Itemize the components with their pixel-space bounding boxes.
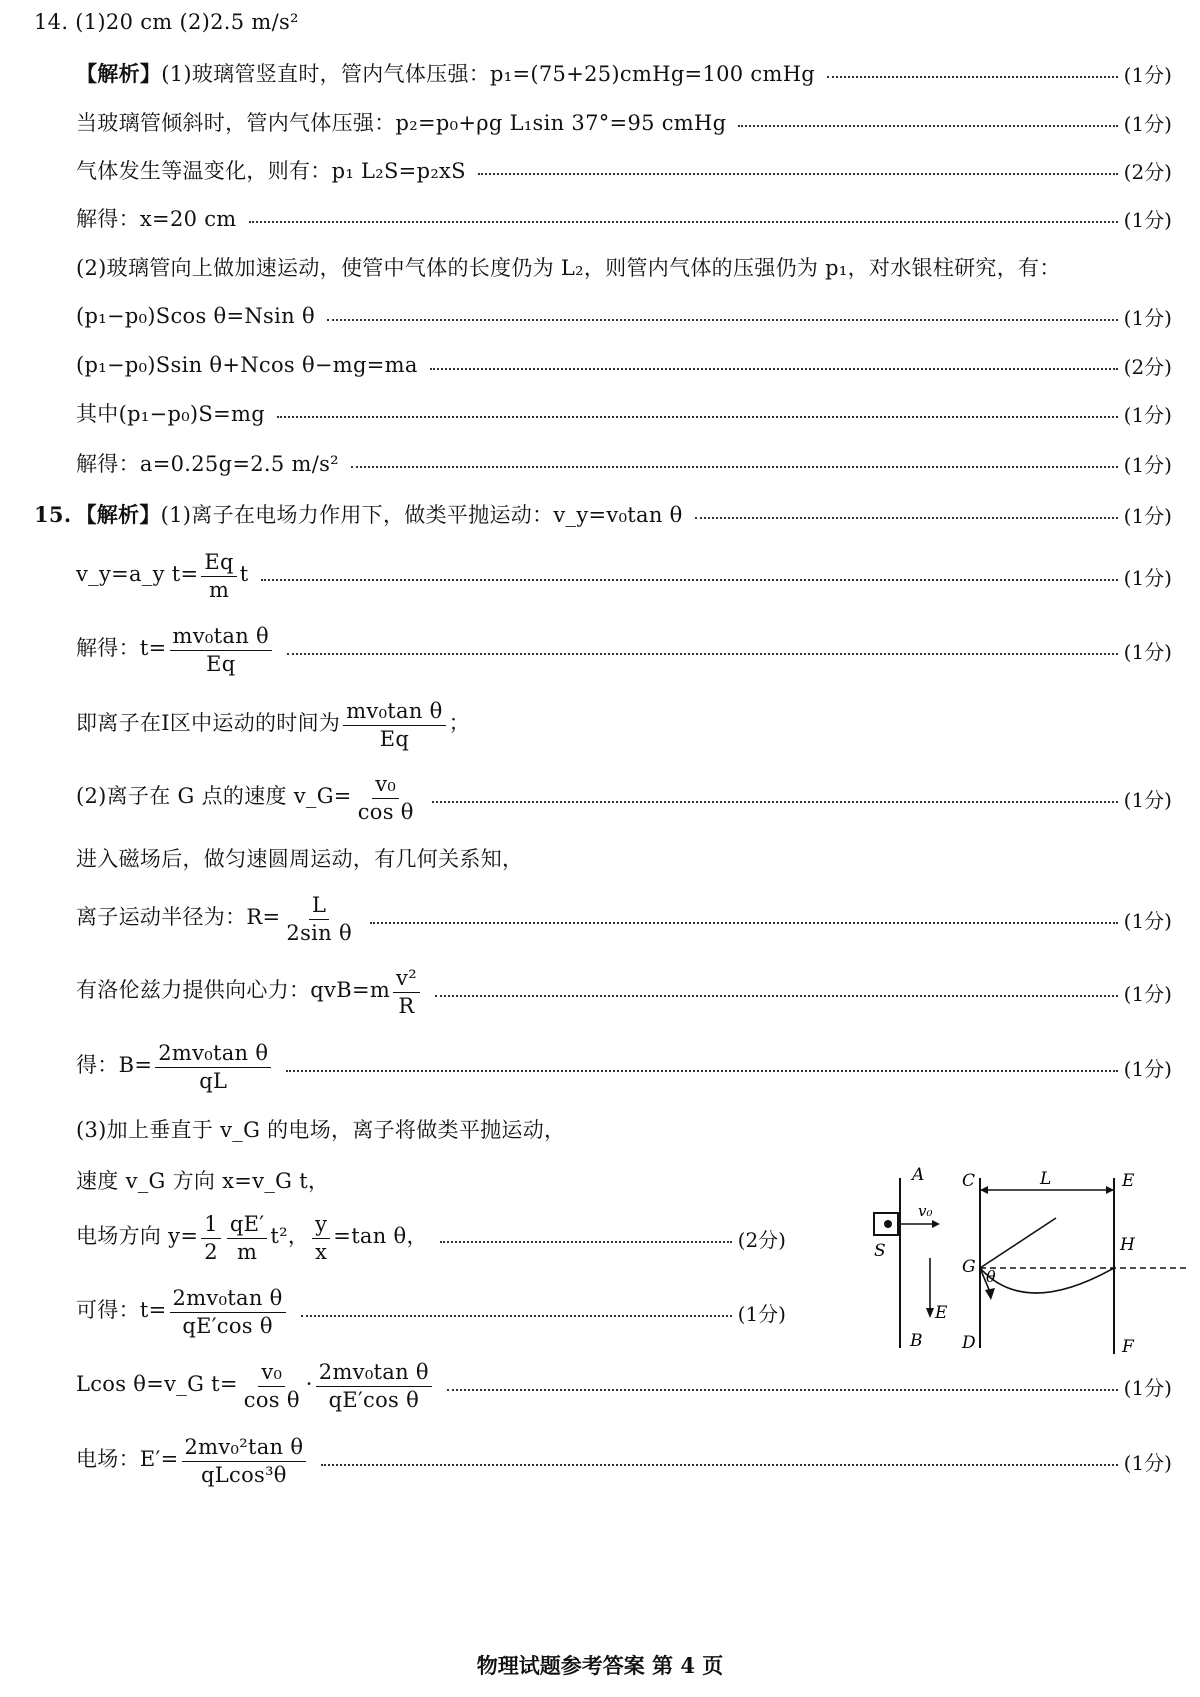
q14-line-8: 其中(p₁−p₀)S=mg (1分) [76,391,1172,435]
deflection-arrowhead [985,1288,995,1300]
dot-leader [440,1241,732,1243]
dimension-arrow-right [1106,1186,1114,1194]
score: (1分) [1123,908,1172,933]
q15-line-4: 即离子在Ⅰ区中运动的时间为 $\frac{\text{mv₀tan θ}}{Eq}$ ； [76,699,470,751]
q15-line-14: Lcos θ=v_G t= $\frac{\text{v₀}}{\text{cos θ}}$ · $\frac{\text{2mv₀tan θ}}{\text{qE′cos θ}}$ (1分) [76,1360,1172,1412]
score: (1分) [1123,452,1172,477]
score: (1分) [1123,305,1172,330]
q15-line-8: 有洛伦兹力提供向心力：qvB=m $\frac{\text{v²}}{R}$ (1分) [76,966,1172,1018]
q15-line-3: 解得：t= $\frac{\text{mv₀tan θ}}{Eq}$ (1分) [76,624,1172,676]
dot-leader [301,1315,732,1317]
score: (1分) [1123,639,1172,664]
label-a: A [912,1165,925,1185]
label-v0: v₀ [918,1202,933,1220]
q15-line-11: 速度 v_G 方向 x=v_G t， [76,1169,330,1193]
q15-line-7: 离子运动半径为：R= $\frac{L}{\text{2sin θ}}$ (1分) [76,893,1172,945]
fraction: $\frac{\text{2mv₀tan θ}}{qL}$ [155,1041,271,1092]
page-footer: 物理试题参考答案 第 4 页 [476,1653,724,1678]
dot-leader [286,1070,1117,1072]
straight-path [980,1218,1056,1268]
dot-leader [321,1464,1117,1466]
q15-line-10: (3)加上垂直于 v_G 的电场，离子将做类平抛运动， [76,1118,566,1142]
score: (1分) [1123,62,1172,87]
q14-line-1: 【解析】(1)玻璃管竖直时，管内气体压强：p₁=(75+25)cmHg=100 cmHg (1分) [76,51,1172,95]
score: (1分) [1123,1375,1172,1400]
dot-leader [327,319,1118,321]
analysis-tag: 【解析】 [75,502,161,527]
field-diagram [860,1158,1190,1358]
fraction: $\frac{Eq}{m}$ [201,550,236,601]
score: (1分) [1123,1450,1172,1475]
dot-leader [287,653,1118,655]
score: (1分) [1123,787,1172,812]
fraction: $\frac{\text{mv₀tan θ}}{Eq}$ [343,699,445,750]
field-arrowhead [926,1308,934,1318]
score: (2分) [1123,159,1172,184]
q14-line-9: 解得：a=0.25g=2.5 m/s² (1分) [76,441,1172,485]
fraction: $\frac{\text{v₀}}{\text{cos θ}}$ [357,772,414,824]
dot-leader [478,173,1118,175]
analysis-tag: 【解析】 [76,61,162,86]
fraction: $\frac{\text{2mv₀tan θ}}{\text{qE′cos θ}}$ [316,1360,432,1411]
score: (2分) [1123,354,1172,379]
label-h: H [1120,1235,1135,1255]
question-number: 15. [34,502,72,527]
q15-line-5: (2)离子在 G 点的速度 v_G= $\frac{\text{v₀}}{\text{cos θ}}$ (1分) [76,772,1172,824]
q15-line-15: 电场：E′= $\frac{\text{2mv₀²tan θ}}{\text{qLcos³θ}}$ (1分) [76,1435,1172,1487]
label-l: L [1040,1169,1052,1189]
q15-line-1: 15. 【解析】(1)离子在电场力作用下，做类平抛运动：v_y=v₀tan θ (1分) [34,492,1172,536]
q14-line-6: (p₁−p₀)Scos θ=Nsin θ (1分) [76,294,1172,338]
fraction: $\frac{y}{x}$ [312,1212,330,1263]
score: (1分) [1123,111,1172,136]
q14-answer: 14. (1)20 cm (2)2.5 m/s² [34,10,299,34]
q15-line-12: 电场方向 y= $\frac{1}{2}$ $\frac{qE'}{m}$ t²， $\frac{y}{x}$ =tan θ， (2分) [76,1212,786,1264]
q14-line-5: (2)玻璃管向上做加速运动，使管中气体的长度仍为 L₂，则管内气体的压强仍为 p₁，对水银柱研究，有： [76,256,1061,280]
fraction: $\frac{qE'}{m}$ [227,1212,267,1263]
score: (1分) [1123,503,1172,528]
q14-line-2: 当玻璃管倾斜时，管内气体压强：p₂=p₀+ρg L₁sin 37°=95 cmHg (1分) [76,100,1172,144]
q14-line-3: 气体发生等温变化，则有：p₁ L₂S=p₂xS (2分) [76,148,1172,192]
dot-leader [261,579,1118,581]
fraction: $\frac{\text{v₀}}{\text{cos θ}}$ [243,1360,300,1412]
score: (1分) [1123,981,1172,1006]
label-e-field: E [935,1303,948,1323]
dimension-arrow-left [980,1186,988,1194]
fraction: $\frac{\text{v²}}{R}$ [393,966,420,1017]
dot-leader [351,466,1118,468]
score: (1分) [737,1301,786,1326]
dot-leader [277,416,1118,418]
ion-dot [884,1220,892,1228]
q15-line-2: v_y=a_y t= $\frac{Eq}{m}$ t (1分) [76,550,1172,602]
score: (1分) [1123,565,1172,590]
score: (1分) [1123,402,1172,427]
dot-leader [430,368,1118,370]
score: (2分) [737,1227,786,1252]
fraction: $\frac{\text{2mv₀tan θ}}{\text{qE′cos θ}}$ [170,1286,286,1337]
dot-leader [827,76,1118,78]
score: (1分) [1123,207,1172,232]
label-s: S [874,1241,886,1261]
label-d: D [962,1333,976,1353]
fraction: $\frac{\text{mv₀tan θ}}{Eq}$ [170,624,272,675]
q14-line-7: (p₁−p₀)Ssin θ+Ncos θ−mg=ma (2分) [76,343,1172,387]
dot-leader [249,221,1118,223]
q14-line-4: 解得：x=20 cm (1分) [76,196,1172,240]
q15-line-9: 得：B= $\frac{\text{2mv₀tan θ}}{qL}$ (1分) [76,1041,1172,1093]
q15-line-13: 可得：t= $\frac{\text{2mv₀tan θ}}{\text{qE′cos θ}}$ (1分) [76,1286,786,1338]
velocity-arrowhead [932,1220,940,1228]
label-c: C [962,1171,976,1191]
q15-line-6: 进入磁场后，做匀速圆周运动，有几何关系知， [76,847,524,871]
label-f: F [1122,1337,1134,1357]
dot-leader [695,517,1118,519]
label-theta: θ [986,1267,996,1286]
dot-leader [435,995,1118,997]
dot-leader [370,922,1118,924]
fraction: $\frac{L}{\text{2sin θ}}$ [286,893,352,945]
label-g: G [962,1257,976,1277]
score: (1分) [1123,1056,1172,1081]
fraction: $\frac{\text{2mv₀²tan θ}}{\text{qLcos³θ}}$ [182,1435,307,1486]
dot-leader [738,125,1117,127]
dot-leader [447,1389,1118,1391]
label-b: B [910,1331,923,1351]
dot-leader [432,801,1118,803]
label-e-plate: E [1122,1171,1135,1191]
curved-path [980,1268,1114,1293]
fraction: $\frac{1}{2}$ [201,1212,221,1263]
